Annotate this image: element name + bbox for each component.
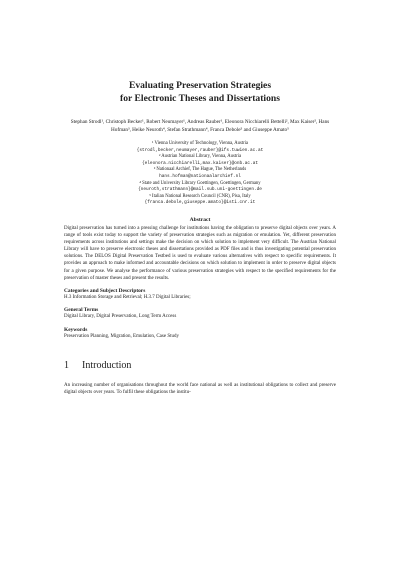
affiliation-email: {strodl,becker,neumayer,rauber}@ifs.tuwien.ac.at <box>136 147 264 153</box>
affiliation-email: {franca.debole,giuseppe.amato}@isti.cnr.it <box>144 200 256 206</box>
keywords-text: Preservation Planning, Migration, Emulation, Case Study <box>64 334 179 340</box>
author-list: Stephan Strodl¹, Christoph Becker¹, Robert Neumayer¹, Andreas Rauber¹, Eleonora Nicchiarelli Bettelli², Max Kaiser², Hans Hofman³, Heike Neuroth⁴, Stefan Strathmann⁴, Franca Debole⁵ and Giuseppe Amato⁵ <box>70 119 330 133</box>
introduction-text: An increasing number of organisations throughout the world face national as well as institutional obligations to collect and preserve digital objects over years. To fulfil these obligations the institu- <box>64 383 336 396</box>
affiliation-line: ³ Nationaal Archief, The Hague, The Netherlands <box>153 167 247 173</box>
title-line-1: Evaluating Preservation Strategies <box>128 80 272 91</box>
keywords-heading: Keywords <box>64 327 88 334</box>
affiliation-line: ¹ Vienna University of Technology, Vienna, Austria <box>151 141 249 146</box>
abstract-text: Digital preservation has turned into a pressing challenge for institutions having the obligation to preserve digital objects over years. A range of tools exist today to support the variety of preservation strategies such as migration or emulation. Yet, different preservation requirements across institutions and settings make the decision on which solution to implement very difficult. The Austrian National Library will have to preserve electronic theses and dissertations provided as PDF files and is thus investigating potential preservation solutions. The DELOS Digital Preservation Testbed is used to evaluate various alternatives with respect to specific requirements. It provides an approach to make informed and accountable decisions on which solution to implement in order to preserve digital objects for a given purpose. We analyse the performance of various preservation strategies with respect to the specified requirements for the preservation of master theses and present the results. <box>64 225 336 281</box>
general-terms-text: Digital Library, Digital Preservation, Long Term Access <box>64 314 177 320</box>
title-line-2: for Electronic Theses and Dissertations <box>120 93 280 104</box>
affiliation-email: {neuroth,strathmann}@mail.sub.uni-goettingen.de <box>138 187 262 193</box>
paper-title <box>64 0 336 105</box>
affiliation-line: ⁴ State and University Library Goettingen, Goettingen, Germany <box>139 180 261 186</box>
categories-text: H.3 Information Storage and Retrieval; H.3.7 Digital Libraries; <box>64 294 191 300</box>
affiliation-list <box>64 141 336 207</box>
affiliation-email: hans.hofman@nationaalarchief.nl <box>159 173 241 179</box>
section-title: Introduction <box>82 360 132 372</box>
categories-heading: Categories and Subject Descriptors <box>64 287 146 294</box>
general-terms-heading: General Terms <box>64 307 99 314</box>
affiliation-line: ⁵ Italian National Research Council (CNR), Pisa, Italy <box>149 193 251 199</box>
section-number: 1 <box>64 360 69 372</box>
affiliation-line: ² Austrian National Library, Vienna, Austria <box>158 154 242 160</box>
affiliation-email: {eleonora.nicchiarelli,max.kaiser}@onb.ac.at <box>142 160 258 166</box>
section-heading-introduction <box>64 359 336 372</box>
abstract-heading: Abstract <box>189 216 211 223</box>
